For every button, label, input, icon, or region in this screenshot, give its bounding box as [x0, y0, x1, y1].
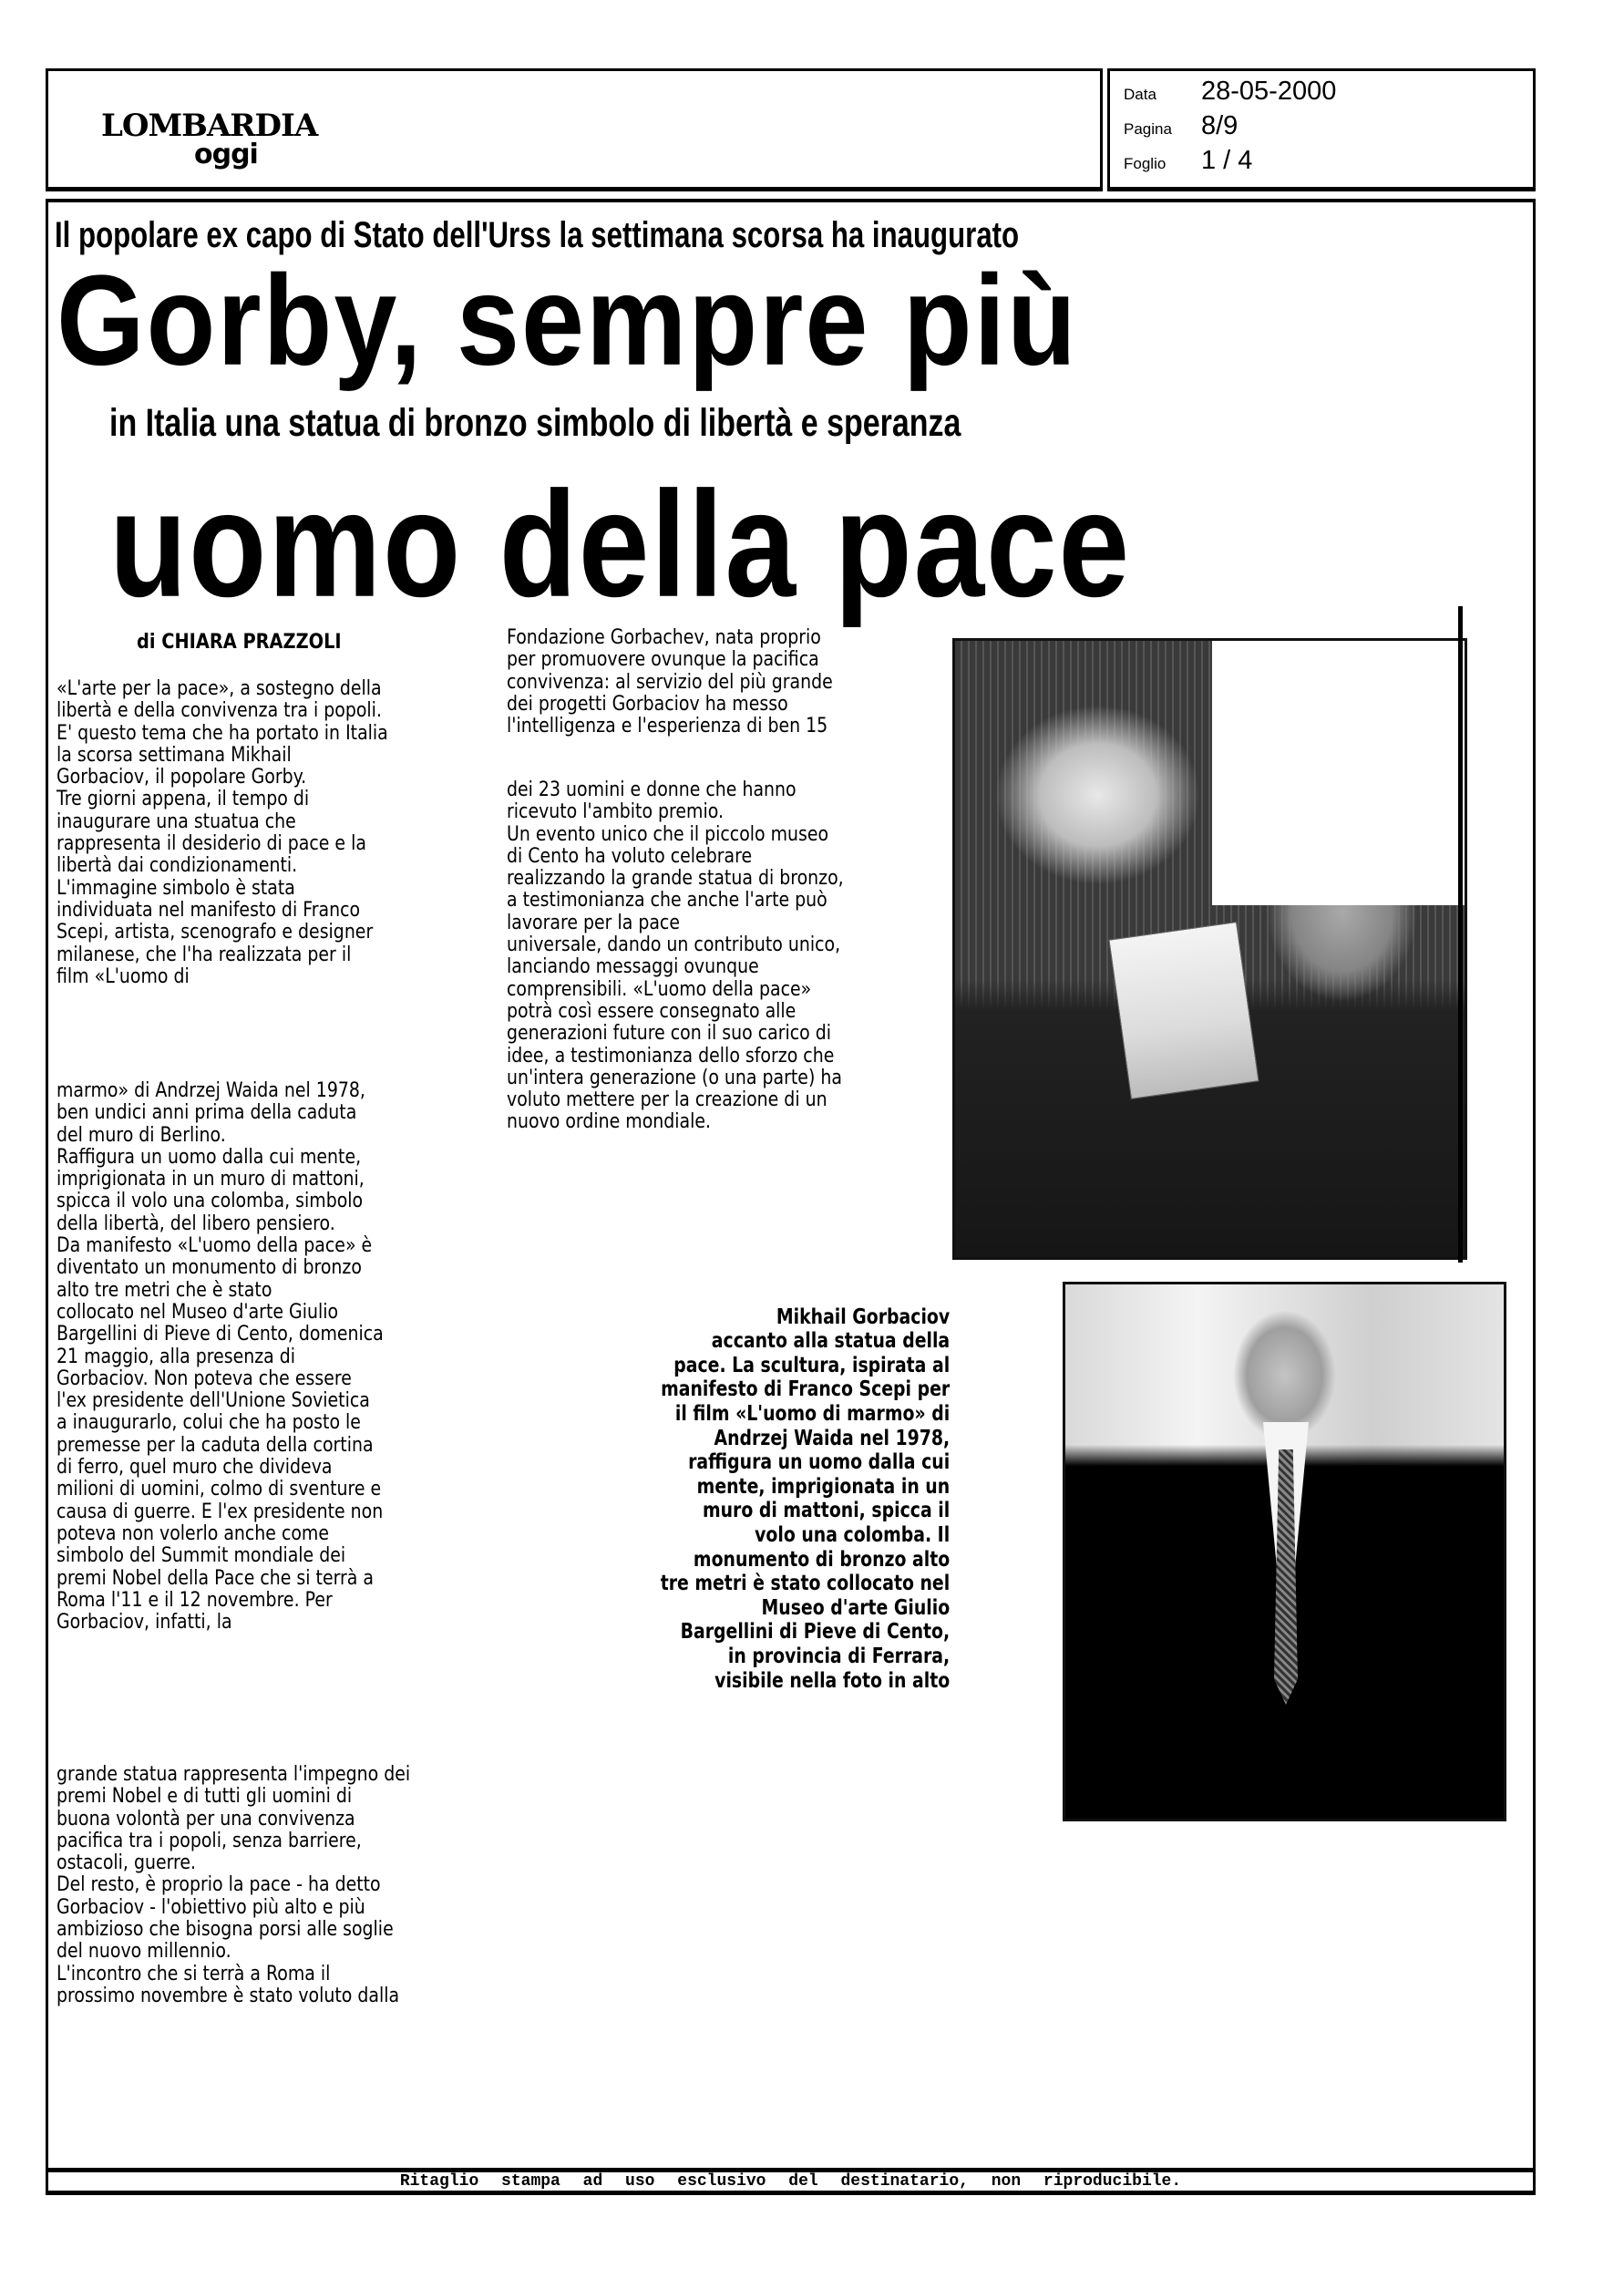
date-value: 28-05-2000	[1201, 77, 1337, 106]
footer-disclaimer: Ritaglio stampa ad uso esclusivo del destinatario, non riproducibile.	[46, 2168, 1536, 2195]
newspaper-logo-sub: oggi	[194, 139, 258, 170]
photo-poster-held	[1108, 922, 1259, 1099]
article-kicker: Il popolare ex capo di Stato dell'Urss la settimana scorsa ha inaugurato	[55, 215, 1020, 255]
sheet-value: 1 / 4	[1201, 146, 1253, 175]
photo-caption-text: Mikhail Gorbaciov accanto alla statua della pace. La scultura, ispirata al manifesto di Franco Scepi per il film «L'uomo di marmo» di Andrzej Waida nel 1978, raffigura un uomo dalla cui mente, imprigionata in un muro di mattoni, spicca il volo una colomba. Il monumento di bronzo alto tre metri è stato collocato nel Museo d'arte Giulio Bargellini di Pieve di Cento, in provincia di Ferrara, visibile nella foto in alto	[660, 1304, 950, 1693]
page-value: 8/9	[1201, 111, 1239, 140]
photo-statue-background	[1212, 641, 1465, 905]
article-subhead: in Italia una statua di bronzo simbolo di libertà e speranza	[109, 401, 961, 445]
body-column-1-part-1: «L'arte per la pace», a sostegno della libertà e della convivenza tra i popoli. E' questo tema che ha portato in Italia la scorsa settimana Mikhail Gorbaciov, il popolare Gorby. Tre giorni appena, il tempo di inaugurare una stuatua che rappresenta il desiderio di pace e la libertà dai condizionamenti. L'immagine simbolo è stata individuata nel manifesto di Franco Scepi, artista, scenografo e designer milanese, che l'ha realizzata per il film «L'uomo di	[57, 677, 388, 988]
page-label: Pagina	[1124, 120, 1172, 138]
photo-caption	[547, 1281, 950, 1693]
headline-primary: Gorby, sempre più	[57, 249, 1078, 393]
sheet-label: Foglio	[1124, 155, 1167, 172]
body-column-1-part-2: marmo» di Andrzej Waida nel 1978, ben undici anni prima della caduta del muro di Berlino. Raffigura un uomo dalla cui mente, imprigionata in un muro di mattoni, spicca il volo una colomba, simbolo della libertà, del libero pensiero. Da manifesto «L'uomo della pace» è diventato un monumento di bronzo alto tre metri che è stato collocato nel Museo d'arte Giulio Bargellini di Pieve di Cento, domenica 21 maggio, alla presenza di Gorbaciov. Non poteva che essere l'ex presidente dell'Unione Sovietica a inaugurarlo, colui che ha posto le premesse per la caduta della cortina di ferro, quel muro che divideva milioni di uomini, colmo di sventure e causa di guerre. E l'ex presidente non poteva non volerlo anche come simbolo del Summit mondiale dei premi Nobel della Pace che si terrà a Roma l'11 e il 12 novembre. Per Gorbaciov, infatti, la	[57, 1079, 384, 1634]
column-rule	[1458, 606, 1463, 1263]
body-column-1-part-3: grande statua rappresenta l'impegno dei premi Nobel e di tutti gli uomini di buona volontà per una convivenza pacifica tra i popoli, senza barriere, ostacoli, guerre. Del resto, è proprio la pace - ha detto Gorbaciov - l'obiettivo più alto e più ambizioso che bisogna porsi alle soglie del nuovo millennio. L'incontro che si terrà a Roma il prossimo novembre è stato voluto dalla	[57, 1763, 411, 2007]
newspaper-logo: LOMBARDIA	[101, 108, 318, 144]
headline-secondary: uomo della pace	[109, 459, 1131, 628]
byline: di CHIARA PRAZZOLI	[137, 631, 342, 654]
body-column-2-part-2: dei 23 uomini e donne che hanno ricevuto l'ambito premio. Un evento unico che il piccolo museo di Cento ha voluto celebrare realizzando la grande statua di bronzo, a testimonianza che anche l'arte può lavorare per la pace universale, dando un contributo unico, lanciando messaggi ovunque comprensibili. «L'uomo della pace» potrà così essere consegnato alle generazioni future con il suo carico di idee, a testimonianza dello sforzo che un'intera generazione (o una parte) ha voluto mettere per la creazione di un nuovo ordine mondiale.	[507, 779, 844, 1134]
masthead-box	[46, 68, 1103, 191]
date-label: Data	[1124, 86, 1156, 103]
body-column-2-part-1: Fondazione Gorbachev, nata proprio per promuovere ovunque la pacifica convivenza: al servizio del più grande dei progetti Gorbaciov ha messo l'intelligenza e l'esperienza di ben 15	[507, 626, 833, 738]
clipping-meta-box	[1107, 68, 1536, 191]
